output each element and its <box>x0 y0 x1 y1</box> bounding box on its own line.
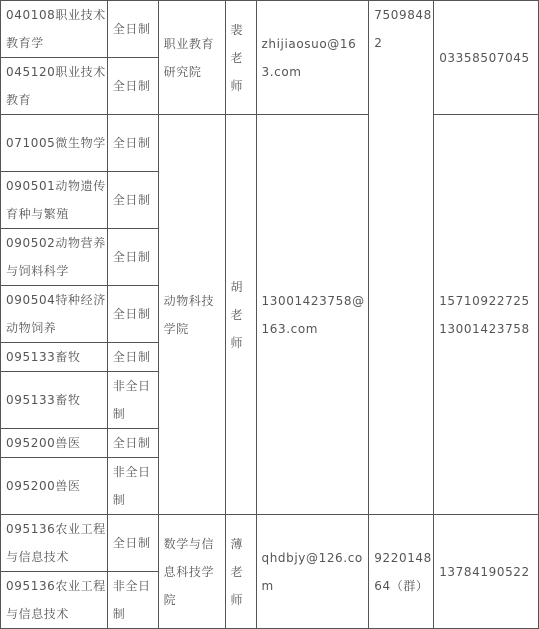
major-name: 090504特种经济动物饲养 <box>6 293 106 335</box>
major-cell <box>1 115 108 172</box>
major-name: 045120职业技术教育 <box>6 65 106 107</box>
qq-number: 922014864（群） <box>374 550 432 593</box>
college-name: 数学与信息科技学院 <box>163 536 215 607</box>
major-cell <box>1 515 108 572</box>
major-cell <box>1 1 108 58</box>
contact-cell <box>225 1 256 115</box>
study-mode-cell <box>107 229 158 286</box>
college-name: 动物科技学院 <box>163 293 215 336</box>
study-mode-cell <box>107 286 158 343</box>
phone-number: 15710922725 13001423758 <box>439 293 530 336</box>
email-address: zhijiaosuo@163.com <box>261 36 357 79</box>
contact-cell <box>225 515 256 629</box>
major-name: 095136农业工程与信息技术 <box>6 579 106 621</box>
major-cell <box>1 172 108 229</box>
contact-cell <box>225 115 256 515</box>
major-name: 040108职业技术教育学 <box>6 8 106 50</box>
study-mode-cell <box>107 58 158 115</box>
college-name: 职业教育研究院 <box>163 36 215 79</box>
study-mode: 全日制 <box>112 536 151 550</box>
college-cell <box>158 515 225 629</box>
qq-number: 75098482 <box>374 8 432 50</box>
phone-cell <box>434 115 539 515</box>
study-mode: 全日制 <box>112 22 151 36</box>
major-name: 090502动物营养与饲料科学 <box>6 236 106 278</box>
study-mode-cell <box>107 172 158 229</box>
study-mode: 全日制 <box>112 136 151 150</box>
major-name: 095200兽医 <box>6 436 81 450</box>
major-name: 095136农业工程与信息技术 <box>6 522 106 564</box>
major-cell <box>1 286 108 343</box>
email-cell <box>256 515 369 629</box>
study-mode: 全日制 <box>112 307 151 321</box>
phone-number: 03358507045 <box>439 50 530 65</box>
contact-person: 胡老师 <box>230 279 244 350</box>
college-cell <box>158 1 225 115</box>
qq-cell <box>369 1 434 515</box>
qq-cell <box>369 515 434 629</box>
study-mode: 全日制 <box>112 436 151 450</box>
major-name: 071005微生物学 <box>6 136 106 150</box>
major-cell <box>1 58 108 115</box>
study-mode: 非全日制 <box>112 379 151 421</box>
study-mode-cell <box>107 429 158 458</box>
major-cell <box>1 429 108 458</box>
major-name: 095200兽医 <box>6 479 81 493</box>
study-mode-cell <box>107 515 158 572</box>
contact-person: 薄老师 <box>230 536 244 607</box>
study-mode: 全日制 <box>112 350 151 364</box>
major-cell <box>1 343 108 372</box>
email-address: 13001423758@163.com <box>261 293 365 336</box>
study-mode: 全日制 <box>112 193 151 207</box>
study-mode-cell <box>107 115 158 172</box>
study-mode-cell <box>107 372 158 429</box>
major-name: 095133畜牧 <box>6 393 81 407</box>
study-mode: 非全日制 <box>112 465 151 507</box>
phone-cell <box>434 515 539 629</box>
major-cell <box>1 229 108 286</box>
major-cell <box>1 372 108 429</box>
email-cell <box>256 115 369 515</box>
email-address: qhdbjy@126.com <box>261 550 363 593</box>
study-mode-cell <box>107 1 158 58</box>
major-cell <box>1 572 108 629</box>
study-mode: 全日制 <box>112 250 151 264</box>
phone-number: 13784190522 <box>439 564 530 579</box>
study-mode: 非全日制 <box>112 579 151 621</box>
contact-person: 裴老师 <box>230 22 244 93</box>
study-mode-cell <box>107 343 158 372</box>
major-name: 095133畜牧 <box>6 350 81 364</box>
email-cell <box>256 1 369 115</box>
study-mode-cell <box>107 458 158 515</box>
major-name: 090501动物遗传育种与繁殖 <box>6 179 106 221</box>
study-mode-cell <box>107 572 158 629</box>
college-cell <box>158 115 225 515</box>
phone-cell <box>434 1 539 115</box>
major-cell <box>1 458 108 515</box>
study-mode: 全日制 <box>112 79 151 93</box>
